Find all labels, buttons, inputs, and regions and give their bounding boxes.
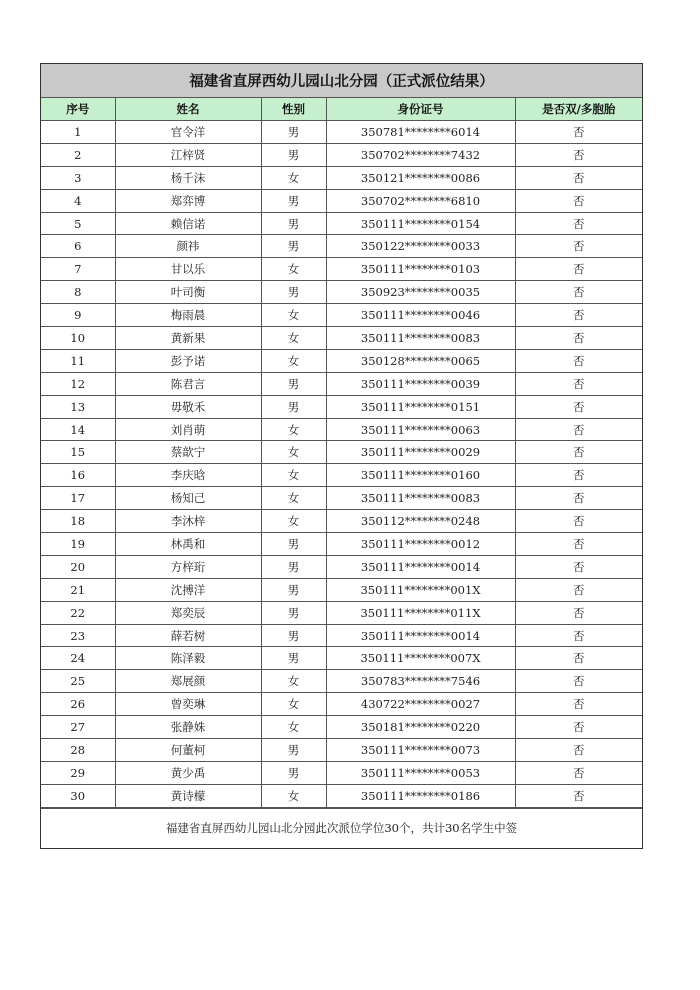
cell-id-number: 350111********0154 [326,212,515,235]
table-row [41,372,642,395]
cell-name: 林禹和 [115,533,261,556]
cell-gender: 男 [261,739,326,762]
cell-gender: 男 [261,235,326,258]
cell-name: 李庆晗 [115,464,261,487]
cell-index: 17 [41,487,115,510]
cell-id-number: 350181********0220 [326,716,515,739]
cell-gender: 女 [261,464,326,487]
table-row [41,235,642,258]
table-row [41,143,642,166]
cell-name: 甘以乐 [115,258,261,281]
cell-gender: 女 [261,166,326,189]
cell-index: 3 [41,166,115,189]
cell-gender: 男 [261,555,326,578]
column-header-gender: 性别 [261,98,326,121]
cell-index: 5 [41,212,115,235]
table-row [41,624,642,647]
cell-name: 何董柯 [115,739,261,762]
cell-index: 29 [41,761,115,784]
cell-twins: 否 [515,395,642,418]
cell-index: 19 [41,533,115,556]
cell-index: 30 [41,784,115,807]
cell-twins: 否 [515,212,642,235]
cell-id-number: 350111********0186 [326,784,515,807]
cell-index: 15 [41,441,115,464]
cell-gender: 女 [261,510,326,533]
cell-name: 黄新果 [115,327,261,350]
cell-name: 刘肖萌 [115,418,261,441]
cell-gender: 女 [261,327,326,350]
cell-twins: 否 [515,533,642,556]
cell-name: 沈搏洋 [115,578,261,601]
cell-twins: 否 [515,510,642,533]
cell-gender: 男 [261,143,326,166]
cell-twins: 否 [515,418,642,441]
cell-name: 郑奕辰 [115,601,261,624]
cell-id-number: 350111********0014 [326,555,515,578]
table-body [41,121,642,808]
cell-index: 11 [41,349,115,372]
cell-id-number: 350111********0073 [326,739,515,762]
cell-name: 杨千沫 [115,166,261,189]
cell-name: 陈君言 [115,372,261,395]
cell-index: 8 [41,281,115,304]
cell-twins: 否 [515,555,642,578]
cell-gender: 女 [261,349,326,372]
cell-gender: 女 [261,716,326,739]
cell-twins: 否 [515,349,642,372]
cell-index: 18 [41,510,115,533]
cell-index: 24 [41,647,115,670]
cell-twins: 否 [515,258,642,281]
cell-twins: 否 [515,281,642,304]
cell-id-number: 350111********0014 [326,624,515,647]
table-row [41,670,642,693]
cell-name: 李沐梓 [115,510,261,533]
table-row [41,555,642,578]
cell-id-number: 350702********6810 [326,189,515,212]
cell-twins: 否 [515,716,642,739]
cell-twins: 否 [515,235,642,258]
cell-index: 6 [41,235,115,258]
table-row [41,121,642,144]
cell-id-number: 430722********0027 [326,693,515,716]
cell-twins: 否 [515,372,642,395]
cell-name: 杨知己 [115,487,261,510]
cell-name: 黄诗檬 [115,784,261,807]
summary-note: 福建省直屏西幼儿园山北分园此次派位学位30个，共计30名学生中签 [41,808,642,848]
table-row [41,166,642,189]
cell-id-number: 350781********6014 [326,121,515,144]
cell-twins: 否 [515,739,642,762]
table-row [41,258,642,281]
cell-twins: 否 [515,578,642,601]
cell-index: 7 [41,258,115,281]
cell-twins: 否 [515,624,642,647]
cell-id-number: 350923********0035 [326,281,515,304]
cell-gender: 男 [261,601,326,624]
cell-index: 10 [41,327,115,350]
cell-index: 9 [41,304,115,327]
table-row [41,739,642,762]
table-row [41,647,642,670]
cell-index: 22 [41,601,115,624]
cell-twins: 否 [515,441,642,464]
table-row [41,395,642,418]
cell-name: 方梓珩 [115,555,261,578]
cell-twins: 否 [515,693,642,716]
cell-name: 薛若树 [115,624,261,647]
cell-id-number: 350111********0053 [326,761,515,784]
cell-id-number: 350702********7432 [326,143,515,166]
cell-twins: 否 [515,487,642,510]
table-row [41,487,642,510]
results-sheet [40,63,643,849]
cell-gender: 女 [261,693,326,716]
cell-gender: 男 [261,281,326,304]
cell-id-number: 350111********007X [326,647,515,670]
cell-gender: 男 [261,212,326,235]
cell-name: 曾奕琳 [115,693,261,716]
cell-gender: 男 [261,761,326,784]
cell-id-number: 350112********0248 [326,510,515,533]
results-table [41,98,642,808]
column-header-index: 序号 [41,98,115,121]
cell-id-number: 350111********0012 [326,533,515,556]
cell-id-number: 350111********0151 [326,395,515,418]
cell-twins: 否 [515,143,642,166]
cell-id-number: 350111********0083 [326,487,515,510]
table-row [41,784,642,807]
table-row [41,464,642,487]
table-row [41,304,642,327]
cell-twins: 否 [515,761,642,784]
table-row [41,418,642,441]
table-row [41,212,642,235]
table-row [41,349,642,372]
cell-name: 赖信诺 [115,212,261,235]
cell-twins: 否 [515,784,642,807]
cell-index: 28 [41,739,115,762]
cell-id-number: 350111********0103 [326,258,515,281]
cell-name: 郑弈博 [115,189,261,212]
cell-id-number: 350111********0160 [326,464,515,487]
cell-name: 颜祎 [115,235,261,258]
cell-name: 陈泽毅 [115,647,261,670]
header-row [41,98,642,121]
cell-index: 13 [41,395,115,418]
table-row [41,761,642,784]
cell-twins: 否 [515,647,642,670]
cell-gender: 男 [261,372,326,395]
cell-index: 2 [41,143,115,166]
cell-gender: 男 [261,189,326,212]
cell-name: 蔡歆宁 [115,441,261,464]
cell-gender: 男 [261,533,326,556]
cell-id-number: 350783********7546 [326,670,515,693]
cell-id-number: 350111********011X [326,601,515,624]
column-header-name: 姓名 [115,98,261,121]
table-row [41,601,642,624]
table-row [41,441,642,464]
cell-name: 叶司衡 [115,281,261,304]
cell-twins: 否 [515,327,642,350]
sheet-title: 福建省直屏西幼儿园山北分园（正式派位结果） [41,64,642,98]
table-row [41,510,642,533]
cell-twins: 否 [515,670,642,693]
cell-id-number: 350111********0039 [326,372,515,395]
cell-gender: 男 [261,578,326,601]
table-row [41,533,642,556]
cell-gender: 女 [261,784,326,807]
cell-twins: 否 [515,121,642,144]
cell-twins: 否 [515,304,642,327]
cell-name: 梅雨晨 [115,304,261,327]
cell-id-number: 350111********001X [326,578,515,601]
cell-gender: 女 [261,304,326,327]
cell-index: 12 [41,372,115,395]
cell-id-number: 350128********0065 [326,349,515,372]
cell-name: 彭予诺 [115,349,261,372]
cell-gender: 男 [261,121,326,144]
cell-id-number: 350111********0083 [326,327,515,350]
cell-index: 25 [41,670,115,693]
table-row [41,716,642,739]
cell-gender: 女 [261,670,326,693]
cell-name: 郑展颜 [115,670,261,693]
cell-id-number: 350111********0063 [326,418,515,441]
cell-id-number: 350111********0029 [326,441,515,464]
cell-twins: 否 [515,601,642,624]
cell-index: 23 [41,624,115,647]
cell-index: 27 [41,716,115,739]
column-header-twins: 是否双/多胞胎 [515,98,642,121]
cell-twins: 否 [515,166,642,189]
cell-name: 官令洋 [115,121,261,144]
cell-gender: 女 [261,487,326,510]
cell-index: 14 [41,418,115,441]
cell-index: 1 [41,121,115,144]
column-header-id-number: 身份证号 [326,98,515,121]
cell-name: 张静姝 [115,716,261,739]
cell-index: 20 [41,555,115,578]
cell-gender: 男 [261,395,326,418]
cell-id-number: 350121********0086 [326,166,515,189]
table-row [41,189,642,212]
cell-gender: 女 [261,258,326,281]
cell-index: 21 [41,578,115,601]
cell-index: 16 [41,464,115,487]
cell-gender: 男 [261,624,326,647]
cell-id-number: 350111********0046 [326,304,515,327]
cell-twins: 否 [515,464,642,487]
cell-index: 4 [41,189,115,212]
cell-name: 黄少禹 [115,761,261,784]
cell-name: 毋敬禾 [115,395,261,418]
cell-twins: 否 [515,189,642,212]
table-row [41,281,642,304]
cell-id-number: 350122********0033 [326,235,515,258]
table-row [41,693,642,716]
table-row [41,578,642,601]
cell-gender: 男 [261,647,326,670]
cell-gender: 女 [261,418,326,441]
table-row [41,327,642,350]
cell-name: 江梓贤 [115,143,261,166]
cell-index: 26 [41,693,115,716]
cell-gender: 女 [261,441,326,464]
